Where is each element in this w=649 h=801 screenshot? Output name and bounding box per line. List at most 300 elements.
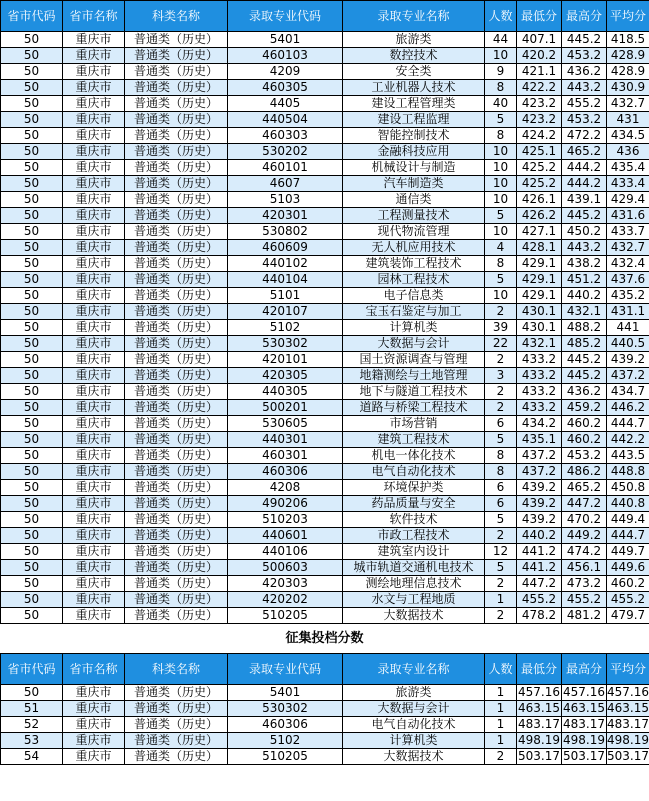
major-code-cell: 460103 bbox=[228, 48, 343, 64]
major-code-cell: 420303 bbox=[228, 576, 343, 592]
min-score-cell: 447.2 bbox=[517, 576, 562, 592]
table-row bbox=[1, 352, 649, 368]
category-name-cell: 普通类（历史） bbox=[125, 544, 228, 560]
table-row bbox=[1, 384, 649, 400]
supp-header-min-score: 最低分 bbox=[517, 654, 562, 685]
category-name-cell: 普通类（历史） bbox=[125, 416, 228, 432]
category-name-cell: 普通类（历史） bbox=[125, 592, 228, 608]
province-name-cell: 重庆市 bbox=[63, 416, 125, 432]
max-score-cell: 440.2 bbox=[562, 288, 607, 304]
major-name-cell: 旅游类 bbox=[343, 32, 485, 48]
province-name-cell: 重庆市 bbox=[63, 368, 125, 384]
category-name-cell: 普通类（历史） bbox=[125, 240, 228, 256]
major-name-cell: 数控技术 bbox=[343, 48, 485, 64]
major-name-cell: 建设工程管理类 bbox=[343, 96, 485, 112]
min-score-cell: 429.1 bbox=[517, 272, 562, 288]
avg-score-cell: 428.9 bbox=[607, 48, 649, 64]
major-code-cell: 500603 bbox=[228, 560, 343, 576]
min-score-cell: 430.1 bbox=[517, 320, 562, 336]
avg-score-cell: 434.5 bbox=[607, 128, 649, 144]
max-score-cell: 444.2 bbox=[562, 160, 607, 176]
province-name-cell: 重庆市 bbox=[63, 685, 125, 701]
category-name-cell: 普通类（历史） bbox=[125, 128, 228, 144]
count-cell: 10 bbox=[485, 288, 517, 304]
avg-score-cell: 448.8 bbox=[607, 464, 649, 480]
province-code-cell: 50 bbox=[1, 608, 63, 624]
min-score-cell: 423.2 bbox=[517, 112, 562, 128]
major-code-cell: 530302 bbox=[228, 701, 343, 717]
table-row bbox=[1, 560, 649, 576]
count-cell: 1 bbox=[485, 685, 517, 701]
major-code-cell: 420202 bbox=[228, 592, 343, 608]
category-name-cell: 普通类（历史） bbox=[125, 80, 228, 96]
major-name-cell: 电子信息类 bbox=[343, 288, 485, 304]
major-name-cell: 汽车制造类 bbox=[343, 176, 485, 192]
table-row bbox=[1, 240, 649, 256]
table-row bbox=[1, 432, 649, 448]
major-code-cell: 440601 bbox=[228, 528, 343, 544]
major-name-cell: 大数据与会计 bbox=[343, 336, 485, 352]
count-cell: 2 bbox=[485, 400, 517, 416]
avg-score-cell: 432.4 bbox=[607, 256, 649, 272]
count-cell: 8 bbox=[485, 448, 517, 464]
province-name-cell: 重庆市 bbox=[63, 32, 125, 48]
province-name-cell: 重庆市 bbox=[63, 208, 125, 224]
min-score-cell: 425.2 bbox=[517, 160, 562, 176]
category-name-cell: 普通类（历史） bbox=[125, 64, 228, 80]
min-score-cell: 455.2 bbox=[517, 592, 562, 608]
major-name-cell: 环境保护类 bbox=[343, 480, 485, 496]
province-name-cell: 重庆市 bbox=[63, 480, 125, 496]
major-code-cell: 510205 bbox=[228, 608, 343, 624]
count-cell: 10 bbox=[485, 48, 517, 64]
category-name-cell: 普通类（历史） bbox=[125, 48, 228, 64]
avg-score-cell: 442.2 bbox=[607, 432, 649, 448]
major-code-cell: 4208 bbox=[228, 480, 343, 496]
min-score-cell: 478.2 bbox=[517, 608, 562, 624]
min-score-cell: 426.1 bbox=[517, 192, 562, 208]
avg-score-cell: 436 bbox=[607, 144, 649, 160]
avg-score-cell: 479.7 bbox=[607, 608, 649, 624]
province-code-cell: 50 bbox=[1, 576, 63, 592]
max-score-cell: 443.2 bbox=[562, 80, 607, 96]
min-score-cell: 426.2 bbox=[517, 208, 562, 224]
avg-score-cell: 428.9 bbox=[607, 64, 649, 80]
count-cell: 8 bbox=[485, 256, 517, 272]
min-score-cell: 429.1 bbox=[517, 256, 562, 272]
major-name-cell: 园林工程技术 bbox=[343, 272, 485, 288]
min-score-cell: 421.1 bbox=[517, 64, 562, 80]
min-score-cell: 433.2 bbox=[517, 384, 562, 400]
province-code-cell: 50 bbox=[1, 528, 63, 544]
major-name-cell: 电气自动化技术 bbox=[343, 717, 485, 733]
province-name-cell: 重庆市 bbox=[63, 608, 125, 624]
avg-score-cell: 429.4 bbox=[607, 192, 649, 208]
province-code-cell: 50 bbox=[1, 592, 63, 608]
category-name-cell: 普通类（历史） bbox=[125, 733, 228, 749]
category-name-cell: 普通类（历史） bbox=[125, 192, 228, 208]
avg-score-cell: 431.6 bbox=[607, 208, 649, 224]
major-code-cell: 440301 bbox=[228, 432, 343, 448]
max-score-cell: 465.2 bbox=[562, 480, 607, 496]
supp-table-row bbox=[1, 749, 649, 765]
major-code-cell: 530202 bbox=[228, 144, 343, 160]
major-name-cell: 建筑室内设计 bbox=[343, 544, 485, 560]
category-name-cell: 普通类（历史） bbox=[125, 256, 228, 272]
count-cell: 6 bbox=[485, 496, 517, 512]
avg-score-cell: 432.7 bbox=[607, 240, 649, 256]
major-code-cell: 5102 bbox=[228, 320, 343, 336]
table-row bbox=[1, 48, 649, 64]
province-code-cell: 50 bbox=[1, 128, 63, 144]
count-cell: 5 bbox=[485, 112, 517, 128]
count-cell: 1 bbox=[485, 592, 517, 608]
category-name-cell: 普通类（历史） bbox=[125, 480, 228, 496]
province-name-cell: 重庆市 bbox=[63, 352, 125, 368]
table-row bbox=[1, 256, 649, 272]
max-score-cell: 485.2 bbox=[562, 336, 607, 352]
major-code-cell: 460306 bbox=[228, 464, 343, 480]
avg-score-cell: 441 bbox=[607, 320, 649, 336]
count-cell: 2 bbox=[485, 528, 517, 544]
major-name-cell: 建筑装饰工程技术 bbox=[343, 256, 485, 272]
province-name-cell: 重庆市 bbox=[63, 160, 125, 176]
header-count: 人数 bbox=[485, 1, 517, 32]
avg-score-cell: 433.7 bbox=[607, 224, 649, 240]
major-name-cell: 机械设计与制造 bbox=[343, 160, 485, 176]
supp-header-category-name: 科类名称 bbox=[125, 654, 228, 685]
min-score-cell: 483.17 bbox=[518, 717, 560, 731]
table-row bbox=[1, 128, 649, 144]
province-code-cell: 50 bbox=[1, 384, 63, 400]
avg-score-cell: 449.7 bbox=[607, 544, 649, 560]
major-name-cell: 旅游类 bbox=[343, 685, 485, 701]
max-score-cell: 465.2 bbox=[562, 144, 607, 160]
min-score-cell: 407.1 bbox=[517, 32, 562, 48]
count-cell: 2 bbox=[485, 304, 517, 320]
province-code-cell: 50 bbox=[1, 208, 63, 224]
table-row bbox=[1, 480, 649, 496]
avg-score-cell: 455.2 bbox=[607, 592, 649, 608]
min-score-cell: 433.2 bbox=[517, 352, 562, 368]
major-code-cell: 460306 bbox=[228, 717, 343, 733]
min-score-cell: 422.2 bbox=[517, 80, 562, 96]
province-name-cell: 重庆市 bbox=[63, 320, 125, 336]
major-name-cell: 计算机类 bbox=[343, 320, 485, 336]
avg-score-cell: 444.7 bbox=[607, 528, 649, 544]
province-name-cell: 重庆市 bbox=[63, 512, 125, 528]
max-score-cell: 445.2 bbox=[562, 352, 607, 368]
table-row bbox=[1, 336, 649, 352]
category-name-cell: 普通类（历史） bbox=[125, 608, 228, 624]
major-name-cell: 大数据技术 bbox=[343, 608, 485, 624]
count-cell: 10 bbox=[485, 160, 517, 176]
province-name-cell: 重庆市 bbox=[63, 496, 125, 512]
min-score-cell: 429.1 bbox=[517, 288, 562, 304]
category-name-cell: 普通类（历史） bbox=[125, 368, 228, 384]
count-cell: 12 bbox=[485, 544, 517, 560]
header-major-name: 录取专业名称 bbox=[343, 1, 485, 32]
min-score-cell: 427.1 bbox=[517, 224, 562, 240]
count-cell: 1 bbox=[485, 733, 517, 749]
table-row bbox=[1, 320, 649, 336]
avg-score-cell: 435.2 bbox=[607, 288, 649, 304]
min-score-cell: 441.2 bbox=[517, 544, 562, 560]
table-row bbox=[1, 400, 649, 416]
count-cell: 1 bbox=[485, 701, 517, 717]
header-avg-score: 平均分 bbox=[607, 1, 649, 32]
table-row bbox=[1, 416, 649, 432]
max-score-cell: 449.2 bbox=[562, 528, 607, 544]
max-score-cell: 459.2 bbox=[562, 400, 607, 416]
province-code-cell: 50 bbox=[1, 240, 63, 256]
table-row bbox=[1, 272, 649, 288]
min-score-cell: 435.1 bbox=[517, 432, 562, 448]
province-code-cell: 50 bbox=[1, 464, 63, 480]
province-code-cell: 50 bbox=[1, 192, 63, 208]
avg-score-cell: 460.2 bbox=[607, 576, 649, 592]
count-cell: 2 bbox=[485, 352, 517, 368]
table-row bbox=[1, 64, 649, 80]
header-province-name: 省市名称 bbox=[63, 1, 125, 32]
max-score-cell: 432.1 bbox=[562, 304, 607, 320]
table-row bbox=[1, 448, 649, 464]
major-code-cell: 440102 bbox=[228, 256, 343, 272]
min-score-cell: 498.19 bbox=[518, 733, 560, 747]
min-score-cell: 439.2 bbox=[517, 480, 562, 496]
major-code-cell: 4209 bbox=[228, 64, 343, 80]
max-score-cell: 450.2 bbox=[562, 224, 607, 240]
min-score-cell: 420.2 bbox=[517, 48, 562, 64]
province-name-cell: 重庆市 bbox=[63, 80, 125, 96]
major-name-cell: 测绘地理信息技术 bbox=[343, 576, 485, 592]
major-name-cell: 道路与桥梁工程技术 bbox=[343, 400, 485, 416]
major-name-cell: 软件技术 bbox=[343, 512, 485, 528]
max-score-cell: 436.2 bbox=[562, 384, 607, 400]
avg-score-cell: 450.8 bbox=[607, 480, 649, 496]
province-code-cell: 50 bbox=[1, 80, 63, 96]
header-major-code: 录取专业代码 bbox=[228, 1, 343, 32]
avg-score-cell: 432.7 bbox=[607, 96, 649, 112]
province-name-cell: 重庆市 bbox=[63, 432, 125, 448]
province-name-cell: 重庆市 bbox=[63, 544, 125, 560]
province-code-cell: 50 bbox=[1, 272, 63, 288]
major-name-cell: 城市轨道交通机电技术 bbox=[343, 560, 485, 576]
count-cell: 5 bbox=[485, 272, 517, 288]
max-score-cell: 445.2 bbox=[562, 368, 607, 384]
min-score-cell: 430.1 bbox=[517, 304, 562, 320]
table-row bbox=[1, 368, 649, 384]
table-row bbox=[1, 224, 649, 240]
max-score-cell: 453.2 bbox=[562, 48, 607, 64]
min-score-cell: 437.2 bbox=[517, 464, 562, 480]
supplementary-section-title: 征集投档分数 bbox=[0, 624, 649, 653]
max-score-cell: 470.2 bbox=[562, 512, 607, 528]
count-cell: 44 bbox=[485, 32, 517, 48]
max-score-cell: 443.2 bbox=[562, 240, 607, 256]
category-name-cell: 普通类（历史） bbox=[125, 320, 228, 336]
count-cell: 2 bbox=[485, 749, 517, 765]
province-name-cell: 重庆市 bbox=[63, 48, 125, 64]
max-score-cell: 447.2 bbox=[562, 496, 607, 512]
province-code-cell: 50 bbox=[1, 176, 63, 192]
province-code-cell: 50 bbox=[1, 32, 63, 48]
table-header-row bbox=[1, 1, 649, 32]
category-name-cell: 普通类（历史） bbox=[125, 685, 228, 701]
major-code-cell: 510205 bbox=[228, 749, 343, 765]
avg-score-cell: 457.16 bbox=[607, 685, 649, 699]
province-code-cell: 50 bbox=[1, 416, 63, 432]
major-name-cell: 计算机类 bbox=[343, 733, 485, 749]
avg-score-cell: 443.5 bbox=[607, 448, 649, 464]
province-name-cell: 重庆市 bbox=[63, 733, 125, 749]
province-code-cell: 54 bbox=[1, 749, 63, 765]
category-name-cell: 普通类（历史） bbox=[125, 512, 228, 528]
count-cell: 2 bbox=[485, 608, 517, 624]
province-code-cell: 50 bbox=[1, 48, 63, 64]
max-score-cell: 463.15 bbox=[563, 701, 605, 715]
table-row bbox=[1, 608, 649, 624]
major-code-cell: 5401 bbox=[228, 32, 343, 48]
major-name-cell: 大数据技术 bbox=[343, 749, 485, 765]
category-name-cell: 普通类（历史） bbox=[125, 208, 228, 224]
category-name-cell: 普通类（历史） bbox=[125, 336, 228, 352]
major-code-cell: 460101 bbox=[228, 160, 343, 176]
major-name-cell: 电气自动化技术 bbox=[343, 464, 485, 480]
count-cell: 10 bbox=[485, 176, 517, 192]
major-code-cell: 490206 bbox=[228, 496, 343, 512]
min-score-cell: 441.2 bbox=[517, 560, 562, 576]
avg-score-cell: 430.9 bbox=[607, 80, 649, 96]
major-name-cell: 智能控制技术 bbox=[343, 128, 485, 144]
avg-score-cell: 434.7 bbox=[607, 384, 649, 400]
max-score-cell: 503.17 bbox=[563, 749, 605, 763]
min-score-cell: 433.2 bbox=[517, 400, 562, 416]
major-name-cell: 药品质量与安全 bbox=[343, 496, 485, 512]
major-code-cell: 4405 bbox=[228, 96, 343, 112]
province-name-cell: 重庆市 bbox=[63, 576, 125, 592]
province-code-cell: 50 bbox=[1, 256, 63, 272]
province-name-cell: 重庆市 bbox=[63, 749, 125, 765]
province-code-cell: 50 bbox=[1, 560, 63, 576]
category-name-cell: 普通类（历史） bbox=[125, 749, 228, 765]
category-name-cell: 普通类（历史） bbox=[125, 496, 228, 512]
category-name-cell: 普通类（历史） bbox=[125, 464, 228, 480]
count-cell: 4 bbox=[485, 240, 517, 256]
supp-header-province-name: 省市名称 bbox=[63, 654, 125, 685]
count-cell: 6 bbox=[485, 480, 517, 496]
supp-header-count: 人数 bbox=[485, 654, 517, 685]
province-code-cell: 50 bbox=[1, 368, 63, 384]
province-name-cell: 重庆市 bbox=[63, 528, 125, 544]
max-score-cell: 439.1 bbox=[562, 192, 607, 208]
table-row bbox=[1, 288, 649, 304]
province-code-cell: 50 bbox=[1, 480, 63, 496]
supp-header-max-score: 最高分 bbox=[562, 654, 607, 685]
major-code-cell: 420301 bbox=[228, 208, 343, 224]
max-score-cell: 436.2 bbox=[562, 64, 607, 80]
province-name-cell: 重庆市 bbox=[63, 448, 125, 464]
table-row bbox=[1, 592, 649, 608]
major-code-cell: 510203 bbox=[228, 512, 343, 528]
supp-header-row bbox=[1, 654, 649, 685]
major-code-cell: 460305 bbox=[228, 80, 343, 96]
count-cell: 40 bbox=[485, 96, 517, 112]
major-code-cell: 420101 bbox=[228, 352, 343, 368]
count-cell: 3 bbox=[485, 368, 517, 384]
max-score-cell: 473.2 bbox=[562, 576, 607, 592]
table-row bbox=[1, 304, 649, 320]
major-name-cell: 市政工程技术 bbox=[343, 528, 485, 544]
province-code-cell: 50 bbox=[1, 96, 63, 112]
province-code-cell: 50 bbox=[1, 64, 63, 80]
major-code-cell: 440106 bbox=[228, 544, 343, 560]
province-code-cell: 50 bbox=[1, 144, 63, 160]
major-name-cell: 金融科技应用 bbox=[343, 144, 485, 160]
avg-score-cell: 431 bbox=[607, 112, 649, 128]
province-code-cell: 52 bbox=[1, 717, 63, 733]
max-score-cell: 451.2 bbox=[562, 272, 607, 288]
max-score-cell: 460.2 bbox=[562, 416, 607, 432]
min-score-cell: 437.2 bbox=[517, 448, 562, 464]
category-name-cell: 普通类（历史） bbox=[125, 32, 228, 48]
category-name-cell: 普通类（历史） bbox=[125, 112, 228, 128]
province-code-cell: 50 bbox=[1, 160, 63, 176]
category-name-cell: 普通类（历史） bbox=[125, 352, 228, 368]
min-score-cell: 424.2 bbox=[517, 128, 562, 144]
count-cell: 8 bbox=[485, 80, 517, 96]
avg-score-cell: 498.19 bbox=[607, 733, 649, 747]
table-row bbox=[1, 496, 649, 512]
province-name-cell: 重庆市 bbox=[63, 304, 125, 320]
avg-score-cell: 449.6 bbox=[607, 560, 649, 576]
avg-score-cell: 431.1 bbox=[607, 304, 649, 320]
max-score-cell: 445.2 bbox=[562, 32, 607, 48]
min-score-cell: 457.16 bbox=[518, 685, 560, 699]
count-cell: 1 bbox=[485, 717, 517, 733]
max-score-cell: 481.2 bbox=[562, 608, 607, 624]
major-name-cell: 国土资源调查与管理 bbox=[343, 352, 485, 368]
min-score-cell: 425.1 bbox=[517, 144, 562, 160]
major-code-cell: 440305 bbox=[228, 384, 343, 400]
major-code-cell: 5101 bbox=[228, 288, 343, 304]
major-code-cell: 460301 bbox=[228, 448, 343, 464]
count-cell: 8 bbox=[485, 464, 517, 480]
province-code-cell: 50 bbox=[1, 224, 63, 240]
max-score-cell: 445.2 bbox=[562, 208, 607, 224]
count-cell: 39 bbox=[485, 320, 517, 336]
major-code-cell: 530802 bbox=[228, 224, 343, 240]
avg-score-cell: 446.2 bbox=[607, 400, 649, 416]
min-score-cell: 439.2 bbox=[517, 496, 562, 512]
category-name-cell: 普通类（历史） bbox=[125, 288, 228, 304]
min-score-cell: 463.15 bbox=[518, 701, 560, 715]
supp-table-row bbox=[1, 701, 649, 717]
province-name-cell: 重庆市 bbox=[63, 701, 125, 717]
max-score-cell: 498.19 bbox=[563, 733, 605, 747]
avg-score-cell: 440.8 bbox=[607, 496, 649, 512]
major-name-cell: 大数据与会计 bbox=[343, 701, 485, 717]
province-code-cell: 50 bbox=[1, 544, 63, 560]
category-name-cell: 普通类（历史） bbox=[125, 576, 228, 592]
province-code-cell: 50 bbox=[1, 288, 63, 304]
major-name-cell: 机电一体化技术 bbox=[343, 448, 485, 464]
major-name-cell: 无人机应用技术 bbox=[343, 240, 485, 256]
province-name-cell: 重庆市 bbox=[63, 400, 125, 416]
table-row bbox=[1, 112, 649, 128]
min-score-cell: 432.1 bbox=[517, 336, 562, 352]
min-score-cell: 428.1 bbox=[517, 240, 562, 256]
